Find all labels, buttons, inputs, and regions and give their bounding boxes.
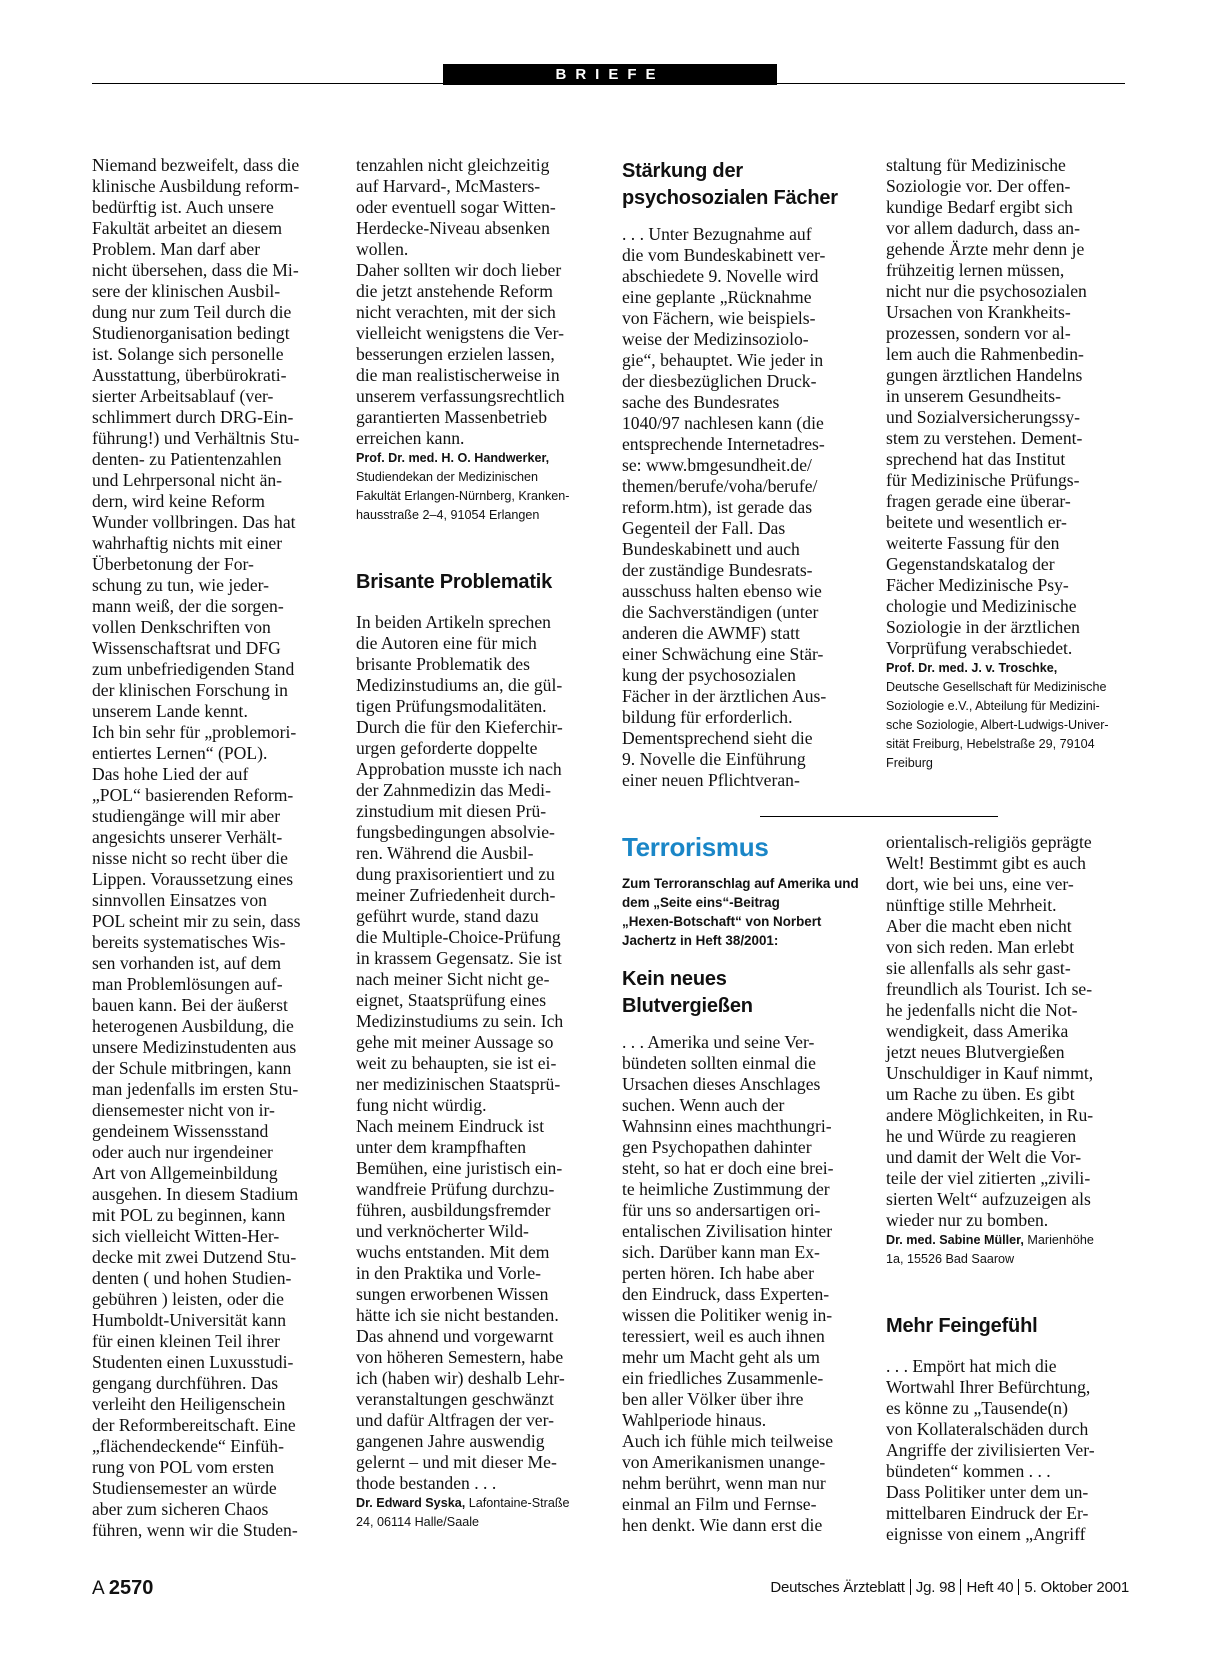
footer-separator (910, 1579, 911, 1595)
footer-separator (1018, 1579, 1019, 1595)
section-kicker: Zum Terroranschlag auf Amerika und dem „Seite eins“-Beitrag „Hexen-Botschaft“ von Norbert Jachertz in Heft 38/2001: (622, 876, 859, 948)
letter-body: Niemand bezweifelt, dass die klinische Ausbildung reform- bedürftig ist. Auch unsere Fakultät arbeitet an diesem Problem. Man darf aber nicht übersehen, dass die Mi- sere der klinischen Ausbil- dung nur zum Teil durch die Studienorganisation bedingt ist. Solange sich personelle Ausstattung, überbürokrati- sierter Arbeitsablauf (ver- schlimmert durch DRG-Ein- führung!) und Verhältnis Stu- denten- zu Patientenzahlen und Lehrpersonal nicht än- dern, wird keine Reform Wunder vollbringen. Das hat wahrhaftig nichts mit einer Überbetonung der For- schung zu tun, wie jeder- mann weiß, der die sorgen- vollen Denkschriften von Wissenschaftsrat und DFG zum unbefriedigenden Stand der klinischen Forschung in unserem Lande kennt. Ich bin sehr für „problemori- entiertes Lernen“ (POL). Das hohe Lied der auf „POL“ basierenden Reform- studiengänge will mir aber angesichts unserer Verhält- nisse nicht so recht über die Lippen. Voraussetzung eines sinnvollen Einsatzes von POL scheint mir zu sein, dass bereits systematisches Wis- sen vorhanden ist, auf dem man Problemlösungen auf- bauen kann. Bei der äußerst heterogenen Ausbildung, die unsere Medizinstudenten aus der Schule mitbringen, kann man jedenfalls im ersten Stu- diensemester nicht von ir- gendeinem Wissensstand oder auch nur irgendeiner Art von Allgemeinbildung ausgehen. In diesem Stadium mit POL zu beginnen, kann sich vielleicht Witten-Her- decke mit zwei Dutzend Stu- denten ( und hohen Studien- gebühren ) leisten, oder die Humboldt-Universität kann für einen kleinen Teil ihrer Studenten einen Luxusstudi- gengang durchführen. Das verleiht den Heiligenschein der Reformbereitschaft. Eine „flächendeckende“ Einfüh- rung von POL vom ersten Studiensemester an würde aber zum sicheren Chaos führen, wenn wir die Studen- (92, 155, 301, 1540)
letter-heading: Stärkung der psychosozialen Fächer (622, 160, 838, 209)
letter-body: orientalisch-religiös geprägte Welt! Bestimmt gibt es auch dort, wie bei uns, eine ver- nünftige stille Mehrheit. Aber die macht eben nicht von sich reden. Man erlebt sie allenfalls als sehr gast- freundlich als Tourist. Ich se- he jedenfalls nicht die Not- wendigkeit, dass Amerika jetzt neues Blutvergießen Unschuldiger in Kauf nimmt, um Rache zu üben. Es gibt andere Möglichkeiten, in Ru- he und Würde zu reagieren und damit der Welt die Vor- teile der viel zitierten „zivili- sierten Welt“ aufzuzeigen als wieder nur zu bomben. (886, 832, 1094, 1230)
author-address: Marienhöhe 1a, 15526 Bad Saarow (886, 1233, 1094, 1266)
letter-body: tenzahlen nicht gleichzeitig auf Harvard-, McMasters- oder eventuell sogar Witten- Herdecke-Niveau absenken wollen. Daher sollten wir doch lieber die jetzt anstehende Reform nicht verachten, mit der sich vielleicht wenigstens die Ver- besserungen erzielen lassen, die man realistischerweise in unserem verfassungsrechtlich garantierten Massenbetrieb erreichen kann. (356, 155, 565, 448)
page-prefix: A (92, 1578, 109, 1599)
letter-signature (356, 1494, 596, 1532)
author-name: Dr. Edward Syska, (356, 1496, 466, 1510)
letter-body: In beiden Artikeln sprechen die Autoren eine für mich brisante Problematik des Medizinstudiums an, die gül- tigen Prüfungsmodalitäten. Durch die für den Kieferchir- urgen geforderte doppelte Approbation musste ich nach der Zahnmedizin das Medi- zinstudium mit diesen Prü- fungsbedingungen absolvie- ren. Während die Ausbil- dung praxisorientiert und zu meiner Zufriedenheit durch- geführt wurde, stand dazu die Multiple-Choice-Prüfung in krassem Gegensatz. Sie ist nach meiner Sicht nicht ge- eignet, Staatsprüfung eines Medizinstudiums zu sein. Ich gehe mit meiner Aussage so weit zu behaupten, sie ist ei- ner medizinischen Staatsprü- fung nicht würdig. Nach meinem Eindruck ist unter dem krampfhaften Bemühen, eine juristisch ein- wandfreie Prüfung durchzu- führen, ausbildungsfremder und verknöcherter Wild- wuchs entstanden. Mit dem in den Praktika und Vorle- sungen erworbenen Wissen hätte ich sie nicht bestanden. Das ahnend und vorgewarnt von höheren Semestern, habe ich (haben wir) deshalb Lehr- veranstaltungen geschwänzt und dafür Altfragen der ver- gangenen Jahre auswendig gelernt – und mit dieser Me- thode bestanden . . . (356, 612, 565, 1493)
author-address: Studiendekan der Medizinischen Fakultät Erlangen-Nürnberg, Kranken- hausstraße 2–4, 91054 Erlangen (356, 470, 570, 522)
letter-heading: Mehr Feingefühl (886, 1315, 1038, 1337)
letter-heading: Kein neues Blutvergießen (622, 968, 753, 1017)
letter-body: . . . Empört hat mich die Wortwahl Ihrer Befürchtung, es könne zu „Tausende(n) von Kollateralschäden durch Angriffe der zivilisierten Ver- bündeten“ kommen . . . Dass Politiker unter dem un- mittelbaren Eindruck der Er- eignisse von einem „Angriff (886, 1356, 1095, 1544)
author-name: Prof. Dr. med. H. O. Handwerker, (356, 451, 550, 465)
column-3 (622, 158, 862, 791)
author-address: Deutsche Gesellschaft für Medizinische Soziologie e.V., Abteilung für Medizini- sche Soziologie, Albert-Ludwigs-Univer- sität Freiburg, Hebelstraße 29, 79104 Freiburg (886, 680, 1109, 770)
column-1 (92, 155, 332, 1541)
letter-heading: Brisante Problematik (356, 571, 553, 593)
journal-info (770, 1579, 1129, 1596)
column-2 (356, 155, 596, 1532)
section-label: BRIEFE (443, 64, 777, 85)
column-4-lower (886, 832, 1126, 1545)
journal-volume: Jg. 98 (915, 1579, 956, 1596)
page-number-value: 2570 (108, 1577, 154, 1599)
letter-body: . . . Amerika und seine Ver- bündeten sollten einmal die Ursachen dieses Anschlages suchen. Wenn auch der Wahnsinn eines machthungri- gen Psychopathen dahinter steht, so hat er doch eine brei- te heimliche Zustimmung der für uns so andersartigen ori- entalischen Zivilisation hinter sich. Darüber kann man Ex- perten hören. Ich habe aber den Eindruck, dass Experten- wissen die Politiker wenig in- teressiert, weil es auch ihnen mehr um Macht geht als um ein friedliches Zusammenle- ben aller Völker über ihre Wahlperiode hinaus. Auch ich fühle mich teilweise von Amerikanismen unange- nehm berührt, wenn man nur einmal an Film und Fernse- hen denkt. Wie dann erst die (622, 1032, 834, 1535)
author-address: Lafontaine-Straße 24, 06114 Halle/Saale (356, 1496, 570, 1529)
section-title: Terrorismus (622, 832, 769, 862)
page-number (92, 1577, 153, 1600)
letter-signature (886, 1231, 1126, 1269)
author-name: Prof. Dr. med. J. v. Troschke, (886, 661, 1058, 675)
letter-signature (356, 449, 596, 525)
journal-name: Deutsches Ärzteblatt (770, 1579, 905, 1596)
journal-date: 5. Oktober 2001 (1024, 1579, 1129, 1596)
footer-separator (960, 1579, 961, 1595)
journal-issue: Heft 40 (966, 1579, 1014, 1596)
column-3-lower (622, 832, 862, 1536)
column-4 (886, 155, 1126, 773)
letter-body: . . . Unter Bezugnahme auf die vom Bundeskabinett ver- abschiedete 9. Novelle wird eine geplante „Rücknahme von Fächern, wie beispiels- weise der Medizinsoziolo- gie“, behauptet. Wie jeder in der diesbezüglichen Druck- sache des Bundesrates 1040/97 nachlesen kann (die entsprechende Internetadres- se: www.bmgesundheit.de/ themen/berufe/voha/berufe/ reform.htm), ist gerade das Gegenteil der Fall. Das Bundeskabinett und auch der zuständige Bundesrats- ausschuss halten ebenso wie die Sachverständigen (unter anderen die AWMF) statt einer Schwächung eine Stär- kung der psychosozialen Fächer in der ärztlichen Aus- bildung für erforderlich. Dementsprechend sieht die 9. Novelle die Einführung einer neuen Pflichtveran- (622, 224, 827, 790)
author-name: Dr. med. Sabine Müller, (886, 1233, 1024, 1247)
section-divider (760, 816, 998, 817)
letter-signature (886, 659, 1126, 773)
letter-body: staltung für Medizinische Soziologie vor. Der offen- kundige Bedarf ergibt sich vor allem dadurch, dass an- gehende Ärzte mehr denn je frühzeitig lernen müssen, nicht nur die psychosozialen Ursachen von Krankheits- prozessen, sondern vor al- lem auch die Rahmenbedin- gungen ärztlichen Handelns in unserem Gesundheits- und Sozialversicherungssy- stem zu verstehen. Dement- sprechend hat das Institut für Medizinische Prüfungs- fragen gerade eine überar- beitete und wesentlich er- weiterte Fassung für den Gegenstandskatalog der Fächer Medizinische Psy- chologie und Medizinische Soziologie in der ärztlichen Vorprüfung verabschiedet. (886, 155, 1087, 658)
